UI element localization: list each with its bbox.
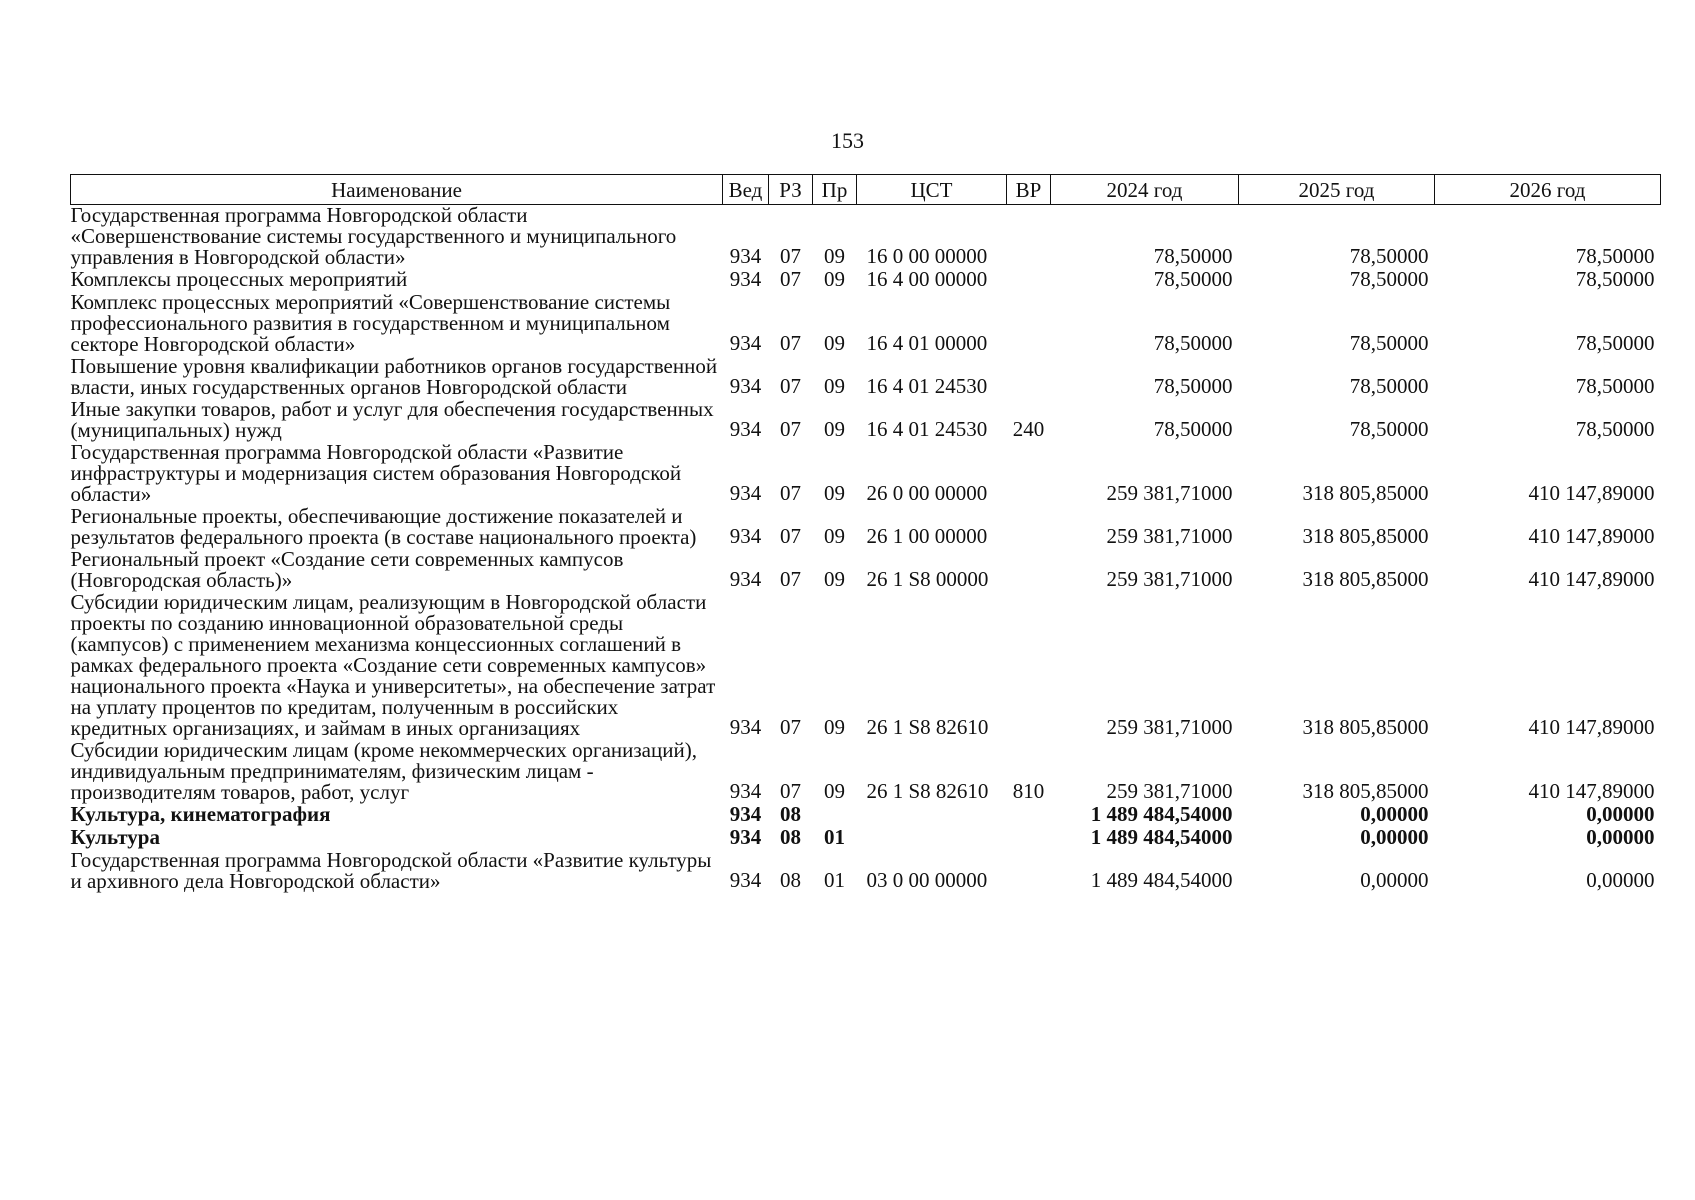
row-rz: 08	[780, 802, 801, 826]
header-2025: 2025 год	[1239, 175, 1435, 205]
header-ved: Вед	[723, 175, 769, 205]
row-pr: 09	[824, 481, 845, 505]
row-rz: 07	[780, 481, 801, 505]
row-name: Комплексы процессных мероприятий	[70, 267, 408, 291]
row-rz: 07	[780, 715, 801, 739]
row-pr: 09	[824, 567, 845, 591]
row-ved: 934	[729, 779, 762, 803]
row-2026: 78,50000	[1575, 331, 1655, 355]
row-pr: 09	[824, 267, 845, 291]
row-2026: 410 147,89000	[1528, 567, 1655, 591]
page-number: 153	[831, 128, 864, 153]
row-pr	[813, 804, 857, 827]
row-vr	[1007, 506, 1051, 549]
table-row	[71, 506, 1661, 549]
row-ved: 934	[729, 825, 762, 849]
row-vr	[1007, 269, 1051, 292]
row-2025: 0,00000	[1360, 802, 1429, 826]
table-row	[71, 442, 1661, 506]
row-cst: 16 0 00 00000	[866, 244, 988, 268]
row-2024: 1 489 484,54000	[1090, 802, 1233, 826]
row-rz: 07	[780, 567, 801, 591]
header-cst: ЦСТ	[857, 175, 1007, 205]
row-cst	[857, 827, 1007, 850]
row-pr: 09	[824, 417, 845, 441]
row-cst: 03 0 00 00000	[866, 868, 988, 892]
row-2026: 0,00000	[1586, 802, 1655, 826]
row-ved: 934	[729, 868, 762, 892]
row-cst: 16 4 01 24530	[866, 417, 988, 441]
row-ved: 934	[729, 244, 762, 268]
row-rz: 07	[780, 244, 801, 268]
table-row	[71, 549, 1661, 592]
row-2024: 78,50000	[1153, 267, 1233, 291]
row-vr	[1007, 804, 1051, 827]
row-ved: 934	[729, 802, 762, 826]
row-pr: 09	[824, 331, 845, 355]
row-2024: 78,50000	[1153, 417, 1233, 441]
row-cst: 26 1 00 00000	[866, 524, 988, 548]
table-row	[71, 827, 1661, 850]
row-ved: 934	[729, 524, 762, 548]
row-ved: 934	[729, 481, 762, 505]
row-rz: 07	[780, 417, 801, 441]
row-2025: 318 805,85000	[1302, 481, 1429, 505]
row-cst: 26 1 S8 82610	[866, 715, 989, 739]
row-2025: 0,00000	[1360, 825, 1429, 849]
row-rz: 07	[780, 374, 801, 398]
row-pr: 09	[824, 715, 845, 739]
row-name: Государственная программа Новгородской области «Развитие культуры и архивного дела Новгородской области»	[70, 848, 712, 893]
row-cst: 26 0 00 00000	[866, 481, 988, 505]
row-2025: 78,50000	[1349, 267, 1429, 291]
row-vr	[1007, 592, 1051, 740]
table-row	[71, 292, 1661, 356]
row-2025: 0,00000	[1360, 868, 1429, 892]
table-header-row	[71, 175, 1661, 205]
row-2026: 410 147,89000	[1528, 715, 1655, 739]
row-2026: 78,50000	[1575, 374, 1655, 398]
row-vr	[1007, 850, 1051, 893]
row-2026: 78,50000	[1575, 417, 1655, 441]
row-2025: 318 805,85000	[1302, 524, 1429, 548]
row-ved: 934	[729, 417, 762, 441]
row-2024: 259 381,71000	[1106, 779, 1233, 803]
row-name: Субсидии юридическим лицам, реализующим в Новгородской области проекты по созданию инновационной образовательной среды (кампусов) с применением механизма концессионных соглашений в рамках федерального проекта «Создание сети современных кампусов» национального проекта «Наука и университеты», на обеспечение затрат на уплату процентов по кредитам, полученным в российских кредитных организациях, и займам в иных организациях	[70, 590, 716, 740]
row-name: Культура	[70, 825, 160, 849]
row-2024: 259 381,71000	[1106, 481, 1233, 505]
row-vr: 240	[1012, 417, 1045, 441]
row-name: Иные закупки товаров, работ и услуг для обеспечения государственных (муниципальных) нужд	[70, 397, 714, 442]
header-name: Наименование	[71, 175, 723, 205]
row-ved: 934	[729, 331, 762, 355]
row-name: Государственная программа Новгородской области «Развитие инфраструктуры и модернизация систем образования Новгородской области»	[70, 440, 682, 506]
row-2026: 78,50000	[1575, 267, 1655, 291]
row-name: Субсидии юридическим лицам (кроме некоммерческих организаций), индивидуальным предпринимателям, физическим лицам - производителям товаров, работ, услуг	[70, 738, 697, 804]
row-2026: 78,50000	[1575, 244, 1655, 268]
row-rz: 08	[780, 825, 801, 849]
row-rz: 07	[780, 331, 801, 355]
row-pr: 09	[824, 244, 845, 268]
table-row	[71, 399, 1661, 442]
table-row	[71, 850, 1661, 893]
row-2025: 78,50000	[1349, 374, 1429, 398]
table-row	[71, 592, 1661, 740]
row-2024: 1 489 484,54000	[1090, 825, 1233, 849]
budget-table	[70, 174, 1661, 893]
header-vr: ВР	[1007, 175, 1051, 205]
table-row	[71, 356, 1661, 399]
row-2025: 78,50000	[1349, 331, 1429, 355]
row-name: Культура, кинематография	[70, 802, 331, 826]
row-vr	[1007, 356, 1051, 399]
row-2025: 318 805,85000	[1302, 567, 1429, 591]
row-cst	[857, 804, 1007, 827]
row-2024: 259 381,71000	[1106, 715, 1233, 739]
row-2026: 410 147,89000	[1528, 481, 1655, 505]
header-2024: 2024 год	[1051, 175, 1239, 205]
row-pr: 01	[824, 825, 845, 849]
row-vr	[1007, 205, 1051, 270]
row-cst: 16 4 00 00000	[866, 267, 988, 291]
row-2026: 410 147,89000	[1528, 524, 1655, 548]
row-rz: 07	[780, 267, 801, 291]
row-2025: 78,50000	[1349, 244, 1429, 268]
row-2026: 0,00000	[1586, 868, 1655, 892]
row-vr	[1007, 549, 1051, 592]
row-2024: 78,50000	[1153, 244, 1233, 268]
row-cst: 26 1 S8 00000	[866, 567, 989, 591]
table-row	[71, 804, 1661, 827]
row-2025: 318 805,85000	[1302, 715, 1429, 739]
row-name: Региональные проекты, обеспечивающие достижение показателей и результатов федерального проекта (в составе национального проекта)	[70, 504, 697, 549]
row-pr: 01	[824, 868, 845, 892]
row-2024: 78,50000	[1153, 374, 1233, 398]
row-name: Повышение уровня квалификации работников органов государственной власти, иных государственных органов Новгородской области	[70, 354, 718, 399]
row-2024: 259 381,71000	[1106, 524, 1233, 548]
row-ved: 934	[729, 374, 762, 398]
row-2024: 1 489 484,54000	[1090, 868, 1233, 892]
row-rz: 08	[780, 868, 801, 892]
row-2026: 410 147,89000	[1528, 779, 1655, 803]
row-cst: 16 4 01 00000	[866, 331, 988, 355]
row-vr	[1007, 827, 1051, 850]
row-name: Государственная программа Новгородской области «Совершенствование системы государственного и муниципального управления в Новгородской области»	[70, 203, 677, 269]
row-name: Региональный проект «Создание сети современных кампусов (Новгородская область)»	[70, 547, 624, 592]
row-rz: 07	[780, 524, 801, 548]
header-rz: РЗ	[769, 175, 813, 205]
row-vr	[1007, 292, 1051, 356]
header-pr: Пр	[813, 175, 857, 205]
row-ved: 934	[729, 715, 762, 739]
row-vr: 810	[1012, 779, 1045, 803]
row-ved: 934	[729, 567, 762, 591]
header-2026: 2026 год	[1435, 175, 1661, 205]
row-2025: 78,50000	[1349, 417, 1429, 441]
row-cst: 16 4 01 24530	[866, 374, 988, 398]
row-2024: 78,50000	[1153, 331, 1233, 355]
row-rz: 07	[780, 779, 801, 803]
row-pr: 09	[824, 779, 845, 803]
table-row	[71, 205, 1661, 270]
table-row	[71, 740, 1661, 804]
row-pr: 09	[824, 374, 845, 398]
row-vr	[1007, 442, 1051, 506]
row-cst: 26 1 S8 82610	[866, 779, 989, 803]
row-ved: 934	[729, 267, 762, 291]
row-name: Комплекс процессных мероприятий «Совершенствование системы профессионального развития в государственном и муниципальном секторе Новгородской области»	[70, 290, 671, 356]
row-pr: 09	[824, 524, 845, 548]
table-row	[71, 269, 1661, 292]
row-2024: 259 381,71000	[1106, 567, 1233, 591]
row-2026: 0,00000	[1586, 825, 1655, 849]
row-2025: 318 805,85000	[1302, 779, 1429, 803]
